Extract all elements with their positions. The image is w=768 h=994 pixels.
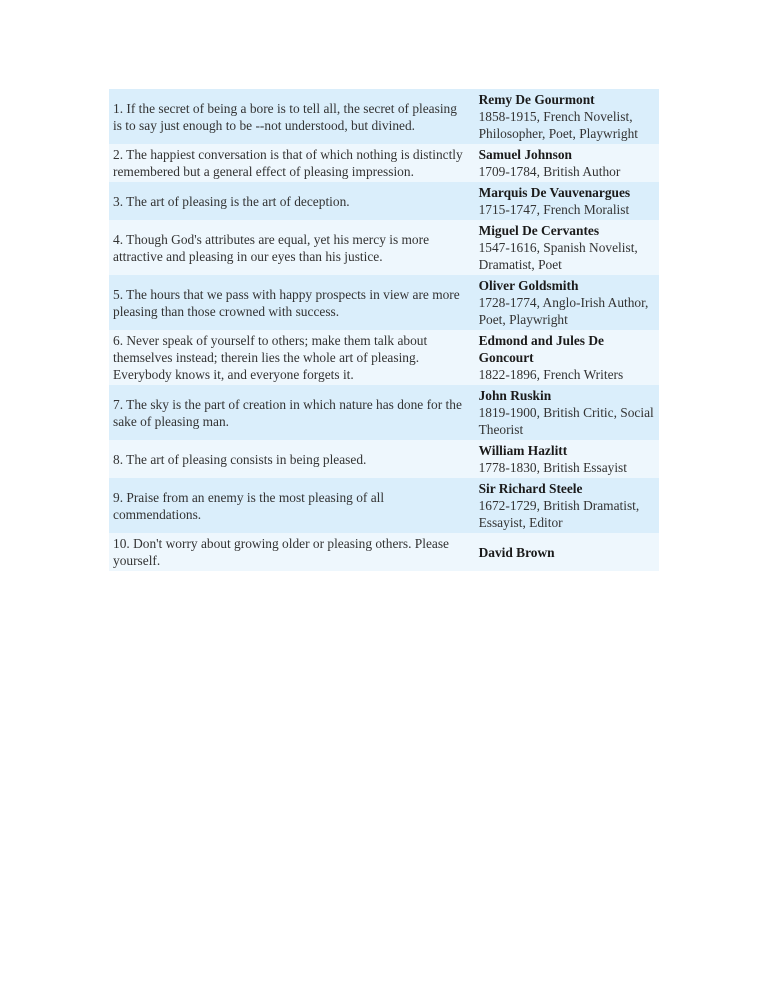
author-info: 1858-1915, French Novelist, Philosopher, Poet, Playwright bbox=[478, 109, 638, 141]
quote-text: 3. The art of pleasing is the art of deception. bbox=[109, 182, 473, 220]
table-row bbox=[109, 330, 659, 385]
author-info: 1822-1896, French Writers bbox=[478, 367, 624, 382]
table-row bbox=[109, 275, 659, 330]
author-info: 1672-1729, British Dramatist, Essayist, Editor bbox=[478, 498, 640, 530]
author-name: John Ruskin bbox=[478, 388, 552, 403]
author-info: 1709-1784, British Author bbox=[478, 164, 621, 179]
quote-text: 2. The happiest conversation is that of which nothing is distinctly remembered but a general effect of pleasing impression. bbox=[109, 144, 473, 182]
quote-text: 8. The art of pleasing consists in being pleased. bbox=[109, 440, 473, 478]
author-info: 1547-1616, Spanish Novelist, Dramatist, Poet bbox=[478, 240, 638, 272]
quote-text: 9. Praise from an enemy is the most pleasing of all commendations. bbox=[109, 478, 473, 533]
author-name: Sir Richard Steele bbox=[478, 481, 583, 496]
author-cell bbox=[473, 478, 659, 533]
author-name: Edmond and Jules De Goncourt bbox=[478, 333, 604, 365]
author-cell bbox=[473, 330, 659, 385]
quote-text: 6. Never speak of yourself to others; make them talk about themselves instead; therein lies the whole art of pleasing. Everybody knows it, and everyone forgets it. bbox=[109, 330, 473, 385]
author-cell bbox=[473, 385, 659, 440]
table-row bbox=[109, 220, 659, 275]
quote-text: 10. Don't worry about growing older or pleasing others. Please yourself. bbox=[109, 533, 473, 571]
table-row bbox=[109, 385, 659, 440]
author-name: Miguel De Cervantes bbox=[478, 223, 600, 238]
author-name: Oliver Goldsmith bbox=[478, 278, 579, 293]
table-row bbox=[109, 144, 659, 182]
author-cell bbox=[473, 182, 659, 220]
author-info: 1728-1774, Anglo-Irish Author, Poet, Playwright bbox=[478, 295, 649, 327]
author-cell bbox=[473, 275, 659, 330]
quote-text: 4. Though God's attributes are equal, yet his mercy is more attractive and pleasing in our eyes than his justice. bbox=[109, 220, 473, 275]
table-row bbox=[109, 182, 659, 220]
author-info: 1715-1747, French Moralist bbox=[478, 202, 630, 217]
author-cell bbox=[473, 440, 659, 478]
quotes-table bbox=[109, 89, 659, 571]
author-name: Remy De Gourmont bbox=[478, 92, 595, 107]
table-row bbox=[109, 440, 659, 478]
author-cell bbox=[473, 533, 659, 571]
author-info: 1819-1900, British Critic, Social Theorist bbox=[478, 405, 654, 437]
quote-text: 7. The sky is the part of creation in which nature has done for the sake of pleasing man. bbox=[109, 385, 473, 440]
quote-text: 5. The hours that we pass with happy prospects in view are more pleasing than those crowned with success. bbox=[109, 275, 473, 330]
author-name: Samuel Johnson bbox=[478, 147, 572, 162]
author-cell bbox=[473, 144, 659, 182]
table-row bbox=[109, 89, 659, 144]
author-cell bbox=[473, 220, 659, 275]
author-info: 1778-1830, British Essayist bbox=[478, 460, 627, 475]
table-row bbox=[109, 478, 659, 533]
quote-text: 1. If the secret of being a bore is to tell all, the secret of pleasing is to say just enough to be --not understood, but divined. bbox=[109, 89, 473, 144]
author-name: Marquis De Vauvenargues bbox=[478, 185, 631, 200]
author-name: William Hazlitt bbox=[478, 443, 568, 458]
author-name: David Brown bbox=[478, 544, 555, 560]
author-cell bbox=[473, 89, 659, 144]
table-row bbox=[109, 533, 659, 571]
